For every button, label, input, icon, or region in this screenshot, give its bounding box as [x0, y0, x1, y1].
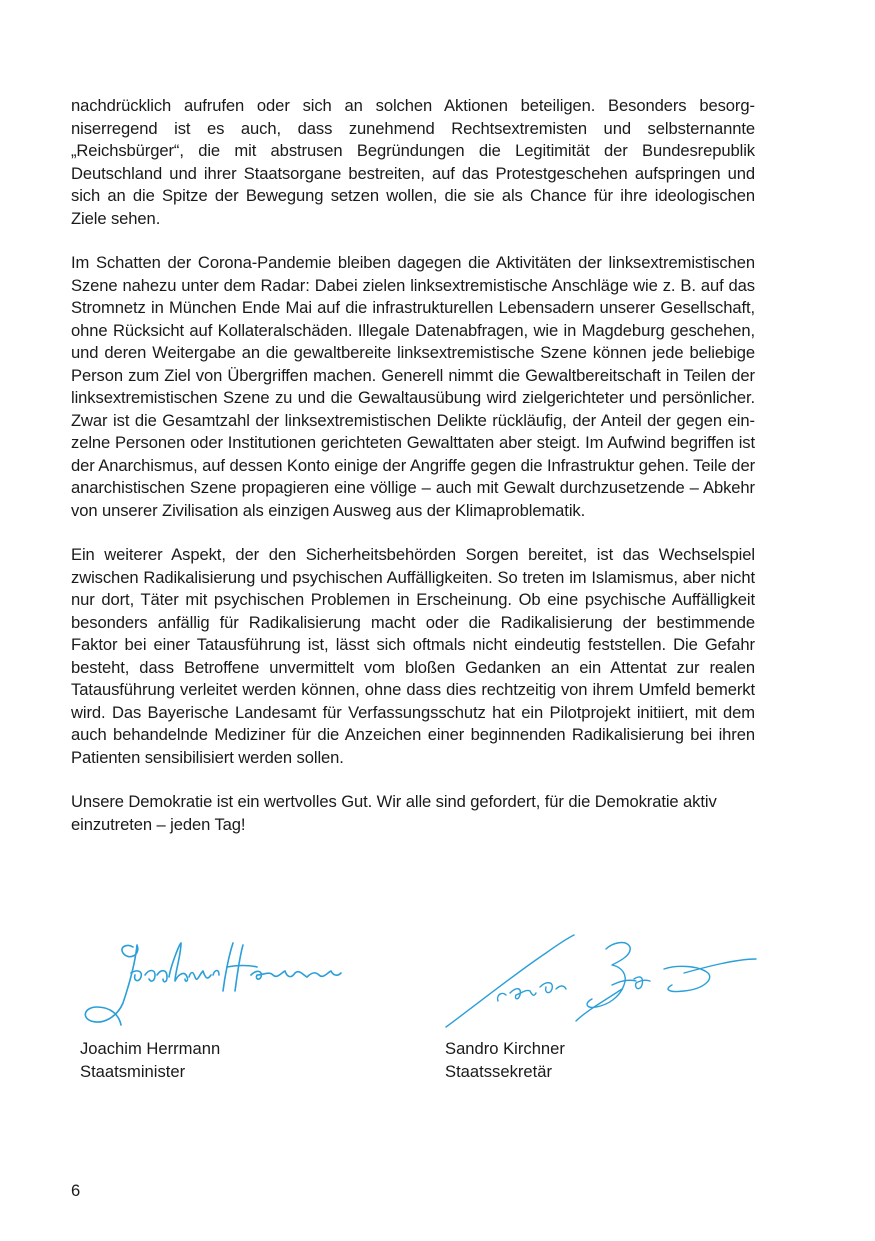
signer-role-herrmann: Staatsminister	[80, 1062, 186, 1081]
document-body	[71, 95, 755, 858]
paragraph-4: Unsere Demokratie ist ein wertvolles Gut. Wir alle sind gefordert, für die Demokratie aktiv einzutreten – jeden Tag!	[71, 792, 717, 834]
signature-section	[71, 925, 771, 1095]
signature-kirchner-icon	[436, 925, 766, 1033]
page-number: 6	[71, 1181, 81, 1200]
signer-name-kirchner: Sandro Kirchner	[445, 1039, 565, 1058]
paragraph-3: Ein weiterer Aspekt, der den Sicherheitsbehörden Sorgen bereitet, ist das Wechselspiel zwischen Radikalisierung und psychischen Auffälligkeiten. So treten im Islamismus, aber nicht nur dort, Täter mit psychischen Problemen in Erscheinung. Ob eine psychische Auffälligkeit besonders anfällig für Radikalisierung macht oder die Radikalisierung der bestimmende Faktor bei einer Tatausführung ist, lässt sich oftmals nicht eindeutig feststellen. Die Gefahr besteht, dass Betroffene unvermittelt vom bloßen Gedanken an ein Attentat zur realen Tatausführung verleitet werden können, ohne dass dies rechtzeitig von ihrem Umfeld bemerkt wird. Das Bayerische Landesamt für Verfassungsschutz hat ein Pilotprojekt initiiert, mit dem auch behandelnde Mediziner für die Anzeichen einer beginnenden Radikalisierung bei ihren Patienten sensibilisiert werden sollen.	[71, 545, 755, 767]
signer-role-kirchner: Staatssekretär	[445, 1062, 552, 1081]
signature-herrmann-icon	[71, 925, 371, 1033]
signature-block-kirchner	[436, 925, 771, 1083]
paragraph-2: Im Schatten der Corona-Pandemie bleiben dagegen die Aktivitäten der linksextremistischen Szene nahezu unter dem Radar: Dabei zielen linksextremistische Anschläge wie z. B. auf das Stromnetz in München Ende Mai auf die infrastrukturellen Lebensadern unserer Gesellschaft, ohne Rücksicht auf Kollateralschäden. Illegale Datenabfragen, wie in Magdeburg geschehen, und deren Weitergabe an die gewaltbereite linksextremistische Szene können jede beliebige Person zum Ziel von Übergriffen machen. Generell nimmt die Gewaltbereitschaft in Teilen der linksextremistischen Szene zu und die Gewaltausübung wird zielgerichteter und persönlicher. Zwar ist die Gesamtzahl der linksextremistischen Delikte rückläufig, der Anteil der gegen einzelne Personen oder Institutionen gerichteten Gewalttaten aber steigt. Im Aufwind begriffen ist der Anarchismus, auf dessen Konto einige der Angriffe gegen die Infrastruktur gehen. Teile der anarchistischen Szene propagieren eine völlige – auch mit Gewalt durchzusetzende – Abkehr von unserer Zivilisation als einzigen Ausweg aus der Klimaproblematik.	[71, 253, 755, 520]
signature-block-herrmann	[71, 925, 401, 1083]
paragraph-1: nachdrücklich aufrufen oder sich an solchen Aktionen beteiligen. Besonders besorgniserregend ist es auch, dass zunehmend Rechtsextremisten und selbsternannte „Reichsbürger“, die mit abstrusen Begründungen die Legitimität der Bundesrepublik Deutschland und ihrer Staatsorgane bestreiten, auf das Protestgeschehen aufspringen und sich an die Spitze der Bewegung setzen wollen, die sie als Chance für ihre ideologischen Ziele sehen.	[71, 96, 755, 228]
signer-name-herrmann: Joachim Herrmann	[80, 1039, 221, 1058]
